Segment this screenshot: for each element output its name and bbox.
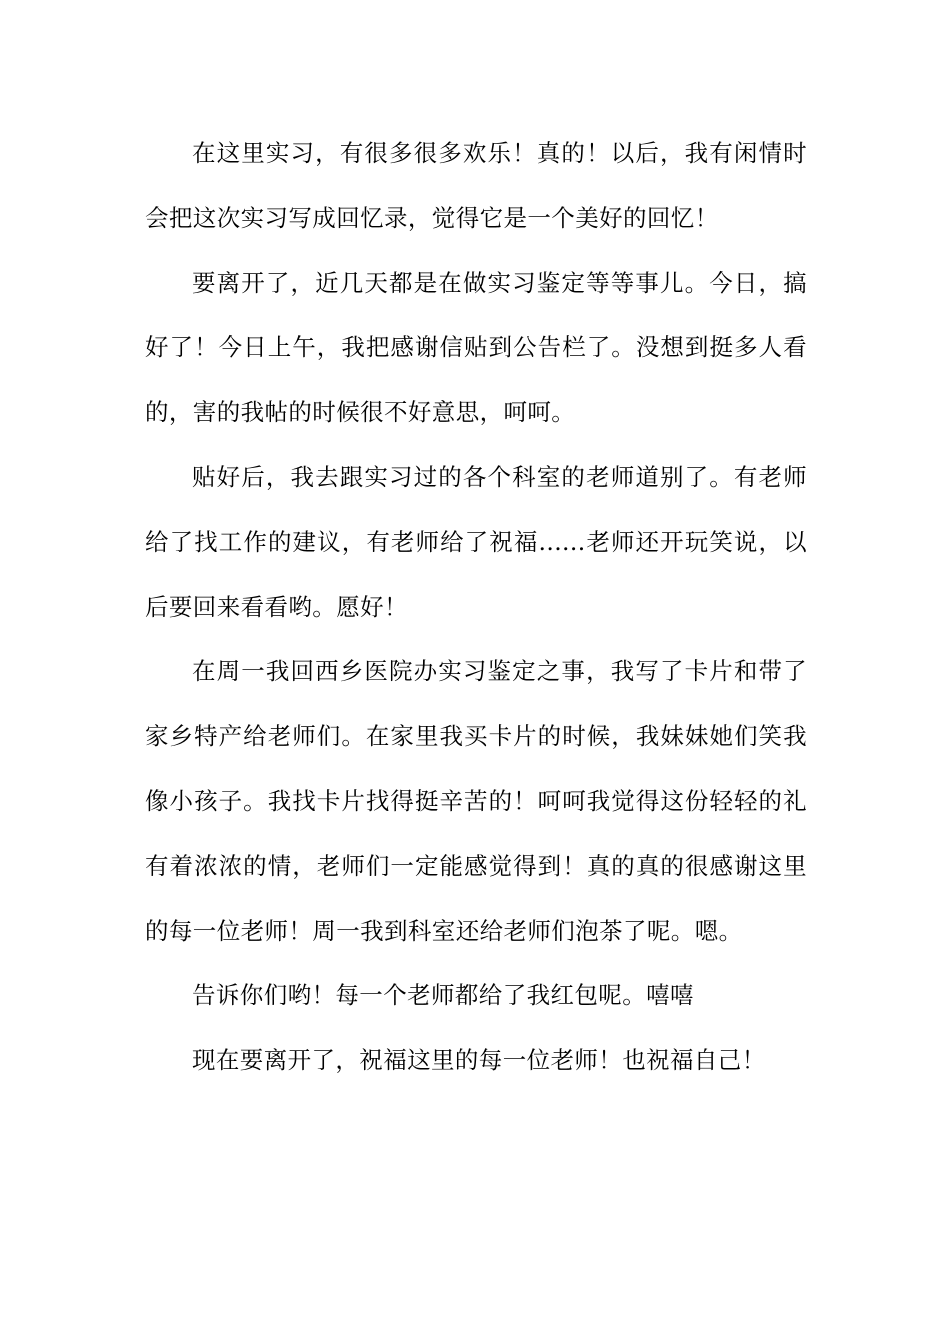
paragraph-4: 在周一我回西乡医院办实习鉴定之事，我写了卡片和带了家乡特产给老师们。在家里我买卡片的时候，我妹妹她们笑我像小孩子。我找卡片找得挺辛苦的！呵呵我觉得这份轻轻的礼有着浓浓的情，老师们一定能感觉得到！真的真的很感谢这里的每一位老师！周一我到科室还给老师们泡茶了呢。嗯。 [145,657,807,945]
document-body [145,121,807,1093]
paragraph-6: 现在要离开了，祝福这里的每一位老师！也祝福自己！ [192,1046,766,1075]
paragraph-3: 贴好后，我去跟实习过的各个科室的老师道别了。有老师给了找工作的建议，有老师给了祝福......老师还开玩笑说，以后要回来看看哟。愿好！ [145,462,807,621]
paragraph-2: 要离开了，近几天都是在做实习鉴定等等事儿。今日，搞好了！今日上午，我把感谢信贴到公告栏了。没想到挺多人看的，害的我帖的时候很不好意思，呵呵。 [145,268,807,427]
paragraph-1: 在这里实习，有很多很多欢乐！真的！以后，我有闲情时会把这次实习写成回忆录，觉得它是一个美好的回忆！ [145,139,807,232]
paragraph-5: 告诉你们哟！每一个老师都给了我红包呢。嘻嘻 [192,981,694,1010]
